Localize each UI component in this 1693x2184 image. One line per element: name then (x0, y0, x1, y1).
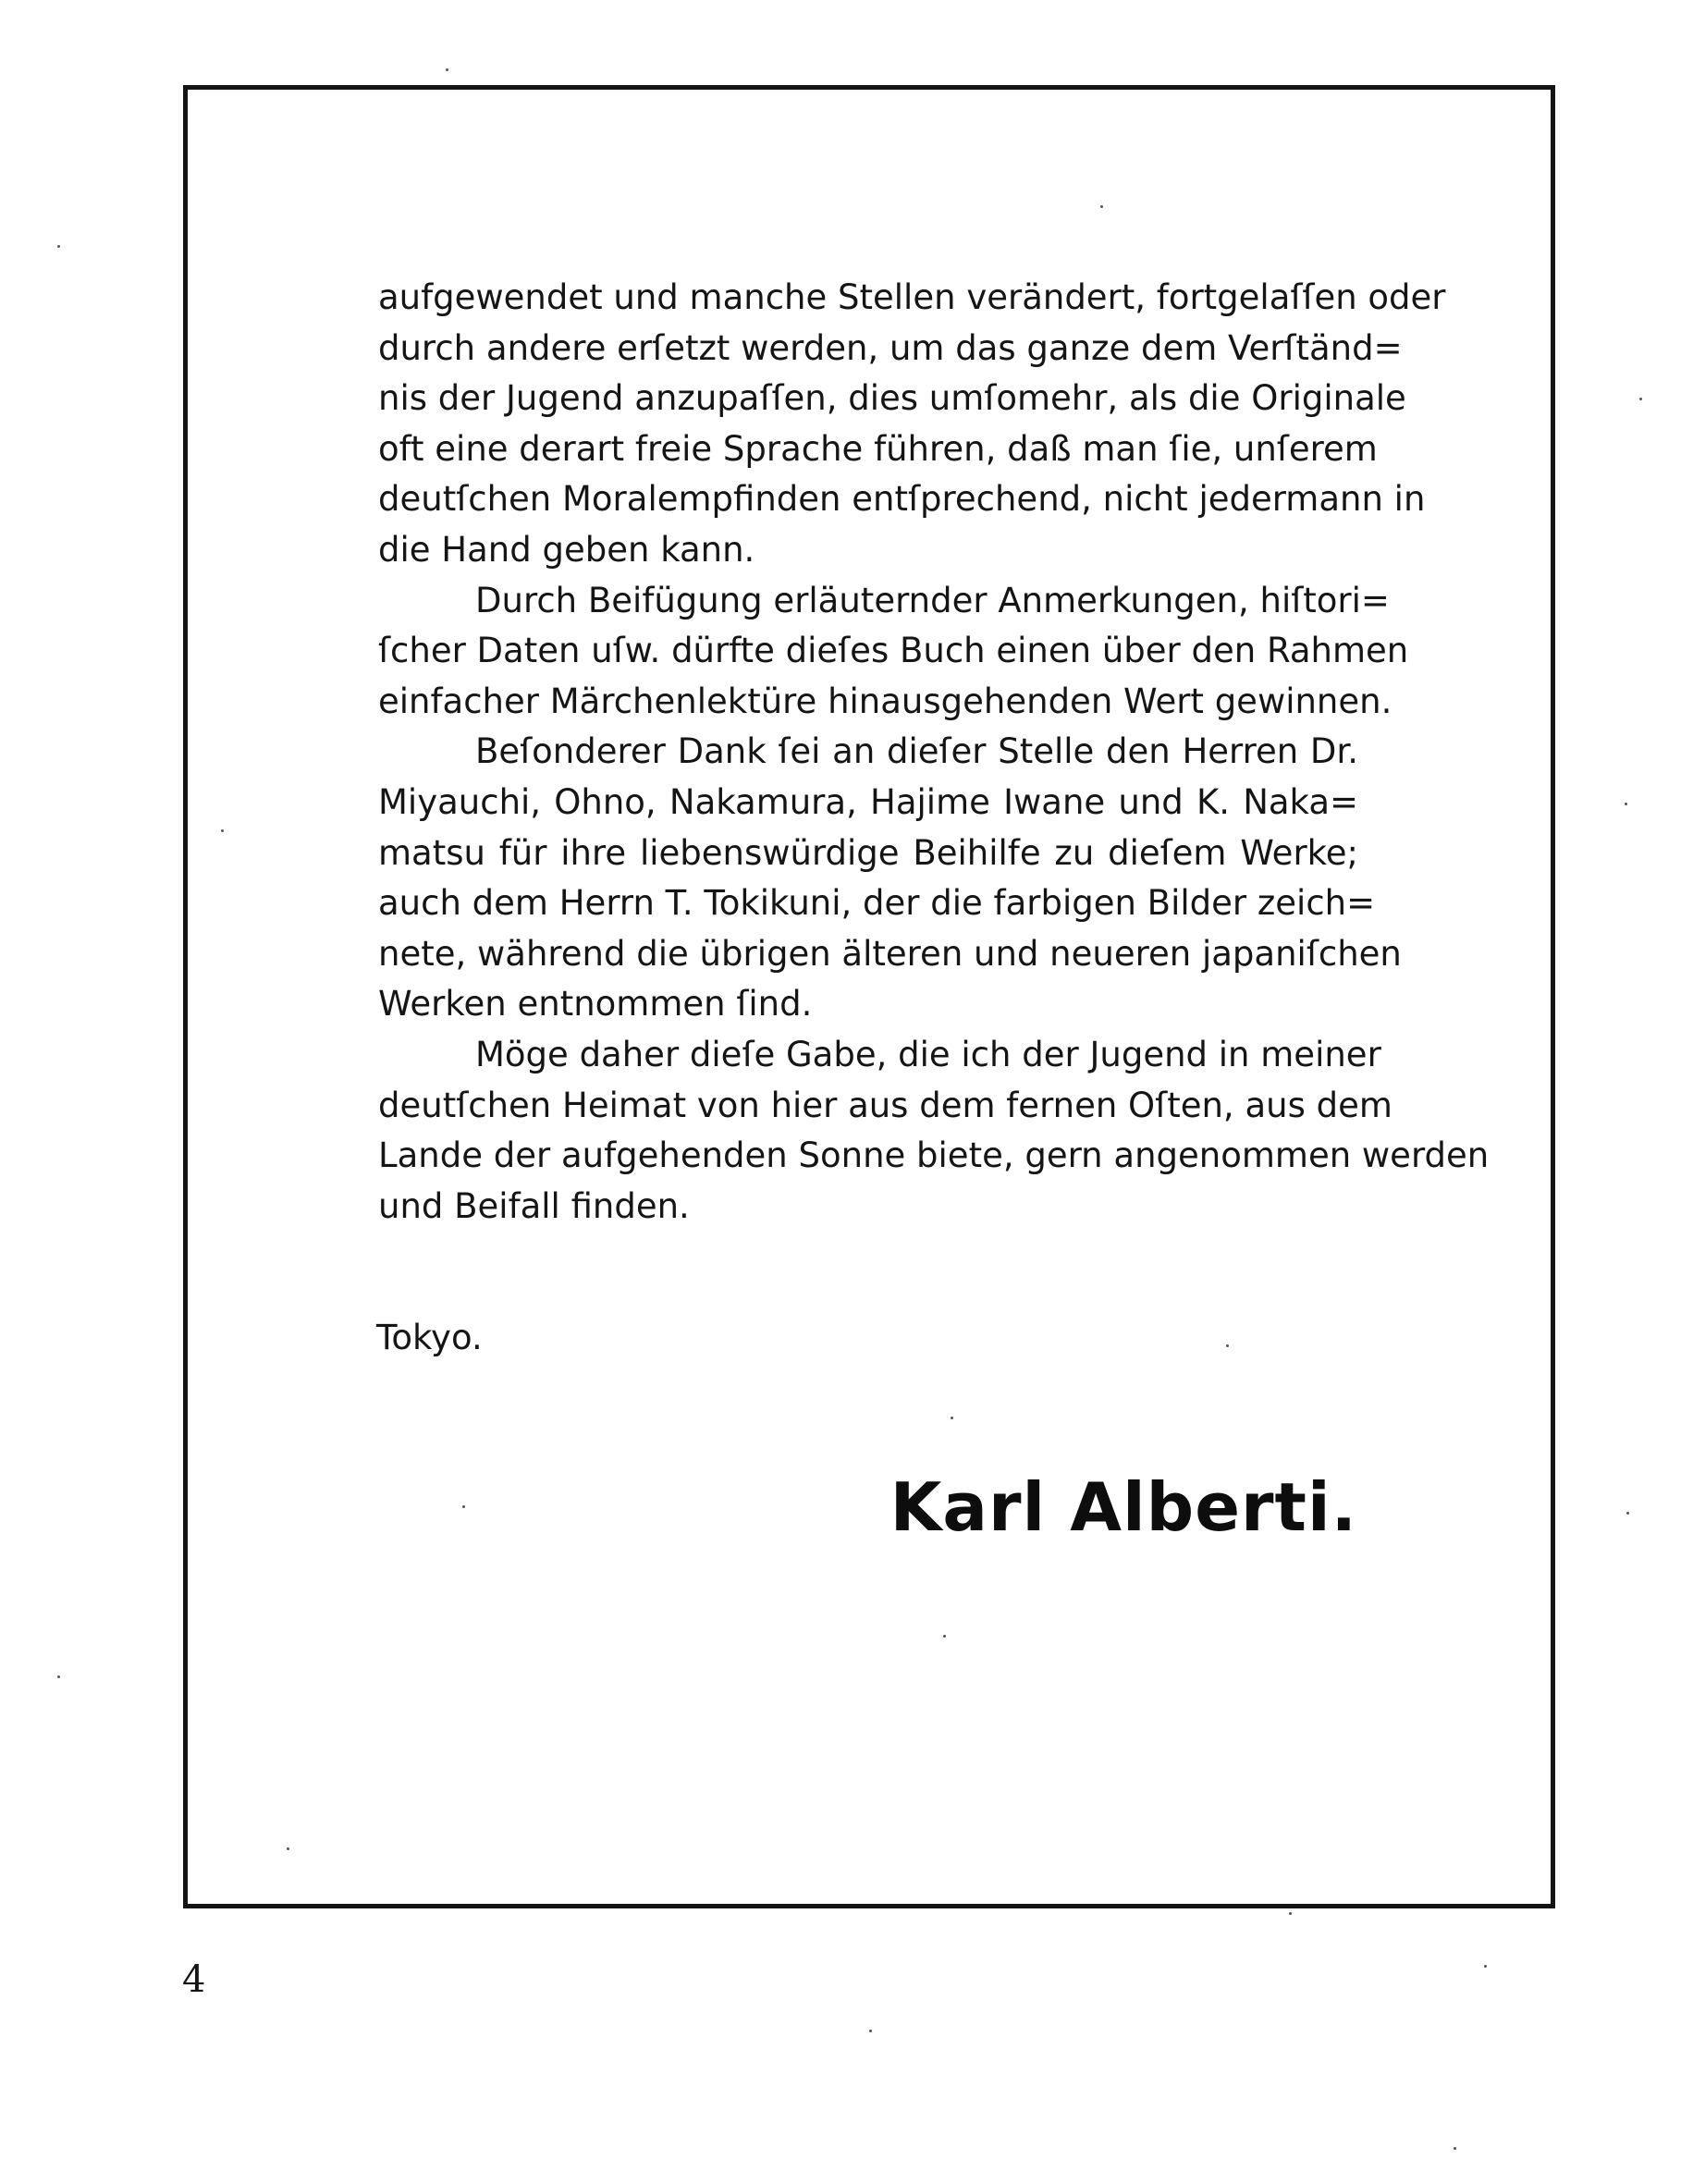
scan-speck (287, 1847, 289, 1850)
scan-speck (57, 1675, 60, 1678)
text-line-12: matsu für ihre liebenswürdige Beihilfe zu dieſem Werke; (378, 832, 1358, 873)
scan-speck (1454, 2147, 1456, 2150)
scan-speck (1639, 398, 1642, 400)
scan-speck (221, 829, 224, 832)
author-signature: Karl Alberti. (889, 1468, 1357, 1546)
scan-speck (462, 1505, 465, 1508)
text-line-8: ſcher Daten uſw. dürfte dieſes Buch einen über den Rahmen (378, 631, 1409, 671)
text-line-5: deutſchen Moralempfinden entſprechend, nicht jedermann in (378, 479, 1426, 520)
scan-speck (1100, 205, 1103, 208)
text-line-16: Möge daher dieſe Gabe, die ich der Jugend in meiner (475, 1034, 1381, 1074)
text-line-17: deutſchen Heimat von hier aus dem fernen Oſten, aus dem (378, 1085, 1392, 1125)
scan-speck (1289, 1912, 1292, 1915)
scan-speck (1226, 1344, 1229, 1347)
scan-speck (446, 68, 448, 71)
place-name: Tokyo. (376, 1318, 483, 1357)
scan-speck (951, 1417, 953, 1419)
text-line-14: nete, während die übrigen älteren und neueren japaniſchen (378, 933, 1402, 974)
text-line-15: Werken entnommen ſind. (378, 984, 813, 1025)
text-line-18: Lande der aufgehenden Sonne biete, gern angenommen werden (378, 1135, 1490, 1176)
text-line-6: die Hand geben kann. (378, 529, 755, 570)
scan-speck (1626, 1512, 1629, 1515)
text-line-4: oft eine derart freie Sprache führen, daß man ſie, unſerem (378, 428, 1378, 469)
preface-text (378, 273, 1490, 1232)
text-line-11: Miyauchi, Ohno, Nakamura, Hajime Iwane und K. Naka= (378, 781, 1358, 822)
scan-speck (1484, 1965, 1487, 1968)
text-line-1: aufgewendet und manche Stellen verändert, fortgelaſſen oder (378, 277, 1446, 317)
scan-speck (57, 245, 60, 248)
text-line-3: nis der Jugend anzupaſſen, dies umſomehr, als die Originale (378, 378, 1406, 419)
text-line-9: einfacher Märchenlektüre hinausgehenden Wert gewinnen. (378, 681, 1392, 721)
text-line-7: Durch Beifügung erläuternder Anmerkungen, hiſtori= (475, 580, 1390, 620)
scan-speck (869, 2030, 872, 2032)
text-line-19: und Beifall finden. (378, 1185, 690, 1226)
text-line-10: Beſonderer Dank ſei an dieſer Stelle den Herren Dr. (475, 731, 1358, 772)
scan-speck (943, 1635, 946, 1638)
page-number: 4 (182, 1958, 206, 2001)
text-line-2: durch andere erſetzt werden, um das ganze dem Verſtänd= (378, 327, 1403, 368)
scan-speck (1625, 803, 1627, 805)
text-line-13: auch dem Herrn T. Tokikuni, der die farbigen Bilder zeich= (378, 883, 1376, 924)
